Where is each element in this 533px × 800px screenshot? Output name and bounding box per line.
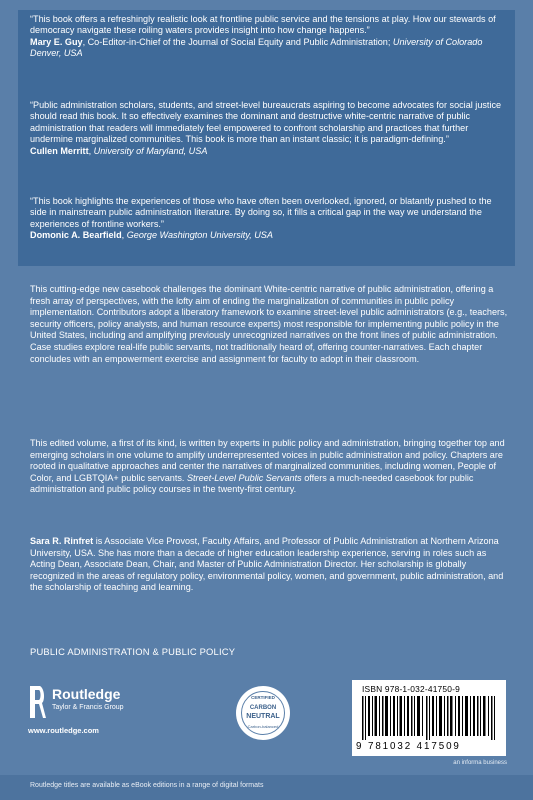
endorsement-text: “This book offers a refreshingly realistic look at frontline public service and the tensions at play. How our stewards of democracy navigate these roiling waters provides insight into how change happens.” [30,14,496,36]
footer-note: Routledge titles are available as eBook editions in a range of digital formats [30,782,264,789]
endorsement-1 [30,14,508,60]
endorsement-attribution: Domonic A. Bearfield, George Washington University, USA [30,230,273,241]
endorsement-3 [30,196,508,242]
series-title: PUBLIC ADMINISTRATION & PUBLIC POLICY [30,646,236,657]
endorsement-text: “Public administration scholars, students, and street-level bureaucrats aspiring to become advocates for social justice should read this book. It so effectively examines the dominant and destructive white-centric narrative of public administration that readers will immediately feel empowered to confront scholarship and practices that further undermine marginalized communities. This book is more than an instant classic; it is paradigm-defining.” [30,100,502,145]
isbn-label: ISBN 978-1-032-41750-9 [362,684,460,694]
footer-bar [0,775,533,800]
author-bio: Sara R. Rinfret is Associate Vice Provost, Faculty Affairs, and Professor of Public Administration at Northern Arizona University, USA. She has more than a decade of higher education leadership experience, serving in roles such as Acting Dean, Associate Dean, Chair, and Master of Public Administration Director. Her scholarship is globally recognized in the areas of regulatory policy, environmental policy, women, and government, public administration, and the scholarship of teaching and learning. [30,536,504,593]
endorsement-2 [30,100,508,157]
publisher-group: Taylor & Francis Group [52,704,124,711]
barcode-digits: 9 781032 417509 [356,741,461,752]
carbon-neutral-seal: CERTIFIED CARBON NEUTRAL Carbon-balanced [236,686,290,740]
endorsement-attribution: Mary E. Guy, Co-Editor-in-Chief of the Journal of Social Equity and Public Administration; University of Colorado Denver, USA [30,36,483,59]
publisher-logo [28,684,148,735]
routledge-r-icon [28,684,46,720]
description-paragraph-1: This cutting-edge new casebook challenges the dominant White-centric narrative of public administration, offering a fresh array of perspectives, with the lofty aim of ending the marginalization of communities in public policy implementation. Contributors adopt a liberatory framework to examine street-level public administrators (e.g., teachers, security officers, policy analysts, and human resource experts) most responsible for implementing public policy in the United States, including and amplifying previously unrecognized narratives on the front lines of public administration. Case studies explore real-life public servants, not traditionally heard of, offering counter-narratives. Each chapter concludes with an empowerment exercise and assignment for faculty to adopt in their classroom. [30,284,508,364]
description-paragraph-2: This edited volume, a first of its kind, is written by experts in public policy and administration, bringing together top and emerging scholars in one volume to amplify underrepresented voices in public administration and policy. Chapters are rooted in qualitative approaches and center the narratives of marginalized communities, including women, People of Color, and LGBTQIA+ public servants. Street-Level Public Servants offers a much-needed casebook for public administration and public policy courses in the twenty-first century. [30,438,505,495]
imprint-line: an informa business [453,760,507,766]
endorsement-attribution: Cullen Merritt, University of Maryland, USA [30,145,208,156]
publisher-name: Routledge [52,686,121,702]
publisher-url: www.routledge.com [28,726,99,735]
barcode-panel [352,680,506,756]
endorsement-text: “This book highlights the experiences of those who have often been overlooked, ignored, or blatantly pushed to the side in mainstream public administration literature. By doing so, it fills a critical gap in the way we understand the experiences of frontline workers.” [30,196,492,229]
barcode-icon [362,696,496,740]
